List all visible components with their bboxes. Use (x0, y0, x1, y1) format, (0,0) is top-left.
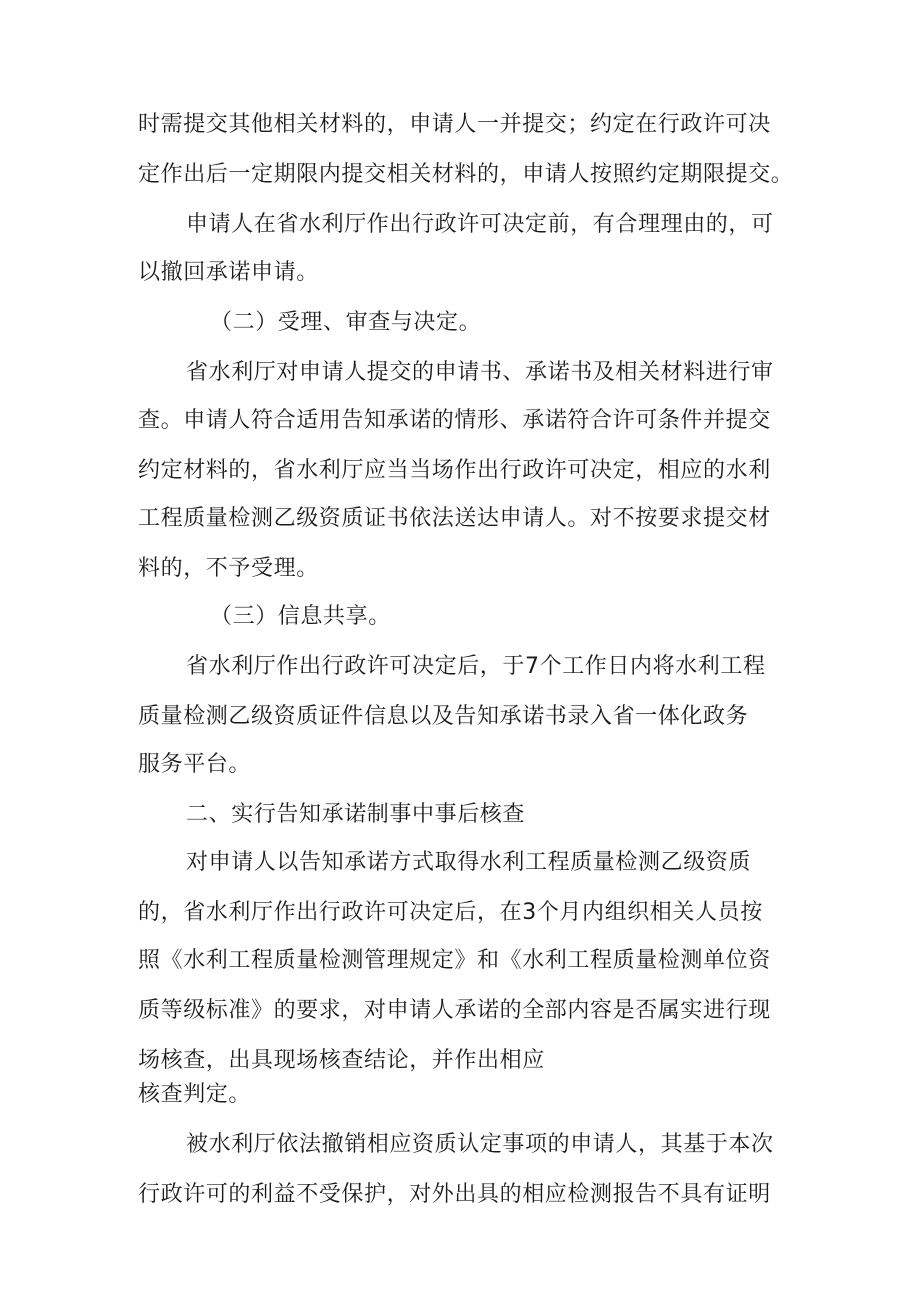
body-text-line: 的，省水利厅作出行政许可决定后，在3个月内组织相关人员按 (138, 900, 763, 925)
body-text-line: 照《水利工程质量检测管理规定》和《水利工程质量检测单位资 (138, 948, 771, 973)
body-text-line: 行政许可的利益不受保护，对外出具的相应检测报告不具有证明 (138, 1182, 771, 1207)
body-text-line: 省水利厅对申请人提交的申请书、承诺书及相关材料进行审 (186, 360, 774, 385)
body-text-line: 被水利厅依法撤销相应资质认定事项的申请人，其基于本次 (186, 1132, 774, 1157)
body-text-line: 申请人在省水利厅作出行政许可决定前，有合理理由的，可 (186, 212, 774, 237)
body-text-line: 约定材料的，省水利厅应当当场作出行政许可决定，相应的水利 (138, 458, 771, 483)
body-text-line: 查。申请人符合适用告知承诺的情形、承诺符合许可条件并提交 (138, 408, 771, 433)
body-text-line: 定作出后一定期限内提交相关材料的，申请人按照约定期限提交。 (138, 162, 794, 187)
body-text-line: 场核查，出具现场核查结论，并作出相应 (138, 1048, 545, 1073)
body-text-line: 时需提交其他相关材料的，申请人一并提交；约定在行政许可决 (138, 112, 771, 137)
body-text-line: 质量检测乙级资质证件信息以及告知承诺书录入省一体化政务 (138, 704, 749, 729)
body-text-line: 服务平台。 (138, 752, 252, 777)
body-text-line: 工程质量检测乙级资质证书依法送达申请人。对不按要求提交材 (138, 506, 771, 531)
body-text-line: 对申请人以告知承诺方式取得水利工程质量检测乙级资质 (186, 850, 752, 875)
body-text-line: 省水利厅作出行政许可决定后，于7个工作日内将水利工程 (186, 654, 766, 679)
body-text-line: 以撤回承诺申请。 (138, 260, 319, 285)
section-heading: （二）受理、审查与决定。 (210, 310, 482, 335)
section-heading: （三）信息共享。 (210, 604, 391, 629)
chapter-heading: 二、实行告知承诺制事中事后核查 (186, 802, 526, 827)
body-text-line: 料的，不予受理。 (138, 556, 319, 581)
body-text-line: 核查判定。 (138, 1082, 252, 1107)
body-text-line: 质等级标准》的要求，对申请人承诺的全部内容是否属实进行现 (138, 998, 771, 1023)
